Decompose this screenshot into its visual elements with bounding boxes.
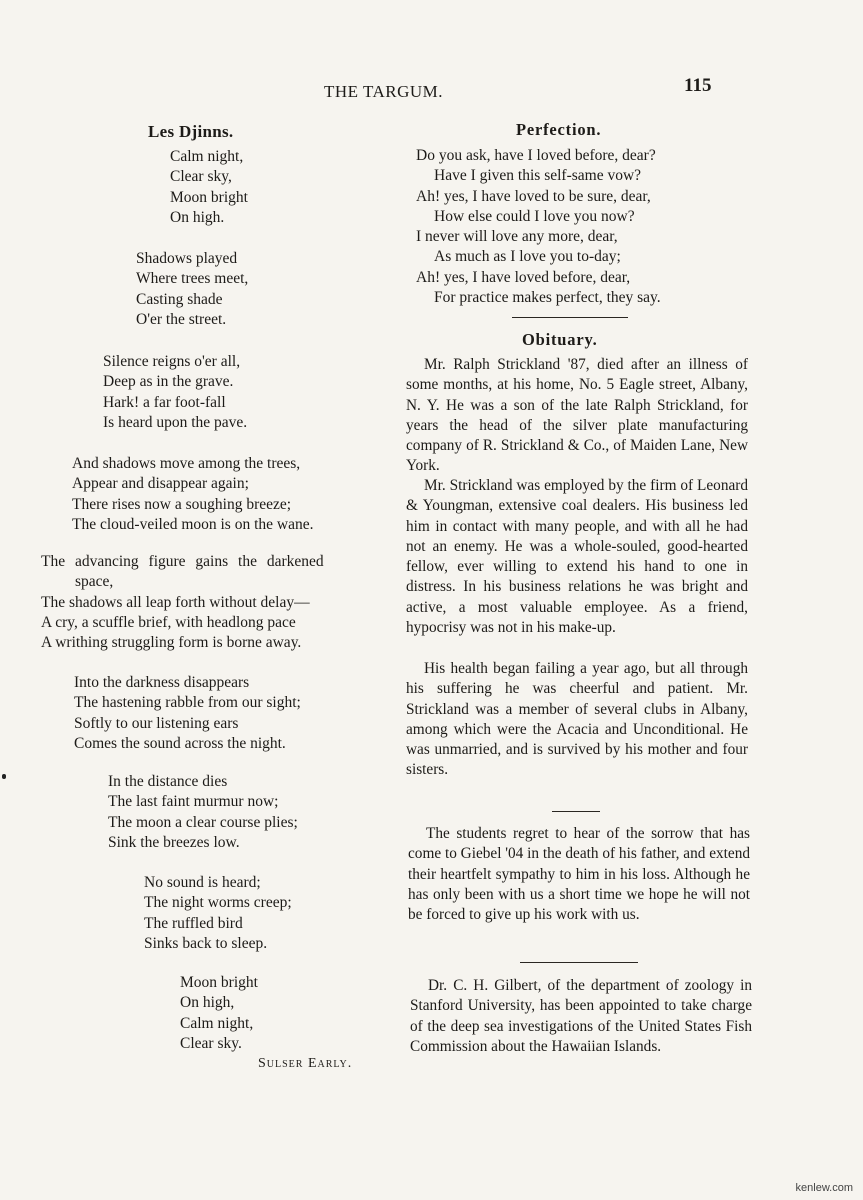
- poem-line: The moon a clear course plies;: [108, 813, 298, 831]
- poem-stanza: [180, 973, 258, 1054]
- poem-line: There rises now a soughing breeze;: [72, 495, 292, 513]
- poem-stanza: [72, 454, 313, 535]
- poem-line: In the distance dies: [108, 773, 228, 790]
- poem-line: I never will love any more, dear,: [416, 228, 618, 246]
- poem-line: The cloud-veiled moon is on the wane.: [72, 515, 314, 533]
- poem-line: A writhing struggling form is borne away.: [41, 634, 302, 652]
- poem-line: Silence reigns o'er all,: [103, 353, 241, 370]
- section-divider: [512, 317, 628, 318]
- poem-line: Where trees meet,: [136, 270, 249, 288]
- poem-line: Sink the breezes low.: [108, 833, 240, 851]
- poem-line: As much as I love you to-day;: [434, 248, 621, 266]
- poem-line: And shadows move among the trees,: [72, 455, 301, 472]
- section-divider: [520, 962, 638, 963]
- poem-line-word: The advancing figure gains the darkened: [41, 553, 324, 570]
- poem-line: For practice makes perfect, they say.: [434, 289, 661, 307]
- poem-title: Les Djinns.: [148, 122, 234, 141]
- poem-line: Softly to our listening ears: [74, 714, 239, 732]
- poem-line: On high.: [170, 208, 225, 226]
- poem-line: Have I given this self-same vow?: [434, 167, 642, 185]
- poem-stanza: [170, 147, 248, 228]
- poem-line: The night worms creep;: [144, 894, 292, 912]
- obituary-paragraph: His health began failing a year ago, but all through his suffering he was cheerful and patient. Mr. Strickland was a member of several clubs in Albany, among which were the Acacia and Unconditional. He was unmarried, and is survived by his mother and four sisters.: [406, 660, 748, 779]
- poem-line: Ah! yes, I have loved to be sure, dear,: [416, 187, 651, 205]
- poem-line: Calm night,: [170, 148, 244, 165]
- poem-line: space,: [75, 573, 114, 591]
- poem-line: No sound is heard;: [144, 874, 261, 891]
- poem-line: Moon bright: [180, 974, 258, 991]
- obituary-paragraph: Mr. Ralph Strickland '87, died after an illness of some months, at his home, No. 5 Eagle street, Albany, N. Y. He was a son of the late Ralph Strickland, for years the head of the silver plate manufacturing company of R. Strickland & Co., of Maiden Lane, New York.: [406, 356, 748, 475]
- poem-line: The hastening rabble from our sight;: [74, 694, 301, 712]
- perfection-poem: [416, 146, 661, 308]
- poem-line: Shadows played: [136, 250, 238, 267]
- poem-line: Calm night,: [180, 1014, 254, 1032]
- poem-line: Appear and disappear again;: [72, 475, 249, 493]
- section-title-obituary: Obituary.: [522, 330, 598, 349]
- poem-line: How else could I love you now?: [434, 207, 635, 225]
- page-number: 115: [684, 75, 712, 96]
- poem-line: The last faint murmur now;: [108, 793, 279, 811]
- footer-credit: kenlew.com: [795, 1182, 853, 1194]
- section-divider: [552, 811, 600, 812]
- poem-line: Moon bright: [170, 188, 248, 206]
- poem-stanza: [103, 352, 247, 433]
- poem-line: Is heard upon the pave.: [103, 413, 248, 431]
- poem-line: A cry, a scuffle brief, with headlong pace: [41, 613, 296, 631]
- notice-paragraph: The students regret to hear of the sorrow that has come to Giebel '04 in the death of his father, and extend their heartfelt sympathy to him in his loss. Although he has only been with us a short time we hope he will not be forced to give up his work with us.: [408, 825, 750, 924]
- poem-line: The ruffled bird: [144, 914, 243, 932]
- obituary-paragraph: Mr. Strickland was employed by the firm of Leonard & Youngman, extensive coal dealers. His business led him in contact with many people, and with all he had not an enemy. He was a whole-souled, good-hearted fellow, ever willing to extend his hand to one in distress. In his business relations he was bright and active, a most valuable employee. As a friend, hypocrisy was not in his make-up.: [406, 477, 748, 637]
- poem-line: Comes the sound across the night.: [74, 734, 286, 752]
- section-title-perfection: Perfection.: [516, 120, 602, 139]
- poem-line: Into the darkness disappears: [74, 674, 250, 691]
- poem-stanza: [136, 249, 248, 330]
- poem-stanza: [144, 873, 292, 954]
- poem-line: Do you ask, have I loved before, dear?: [416, 147, 656, 164]
- poem-line: Deep as in the grave.: [103, 373, 234, 391]
- poem-line: Sinks back to sleep.: [144, 934, 268, 952]
- ink-spot: [2, 774, 6, 779]
- poem-stanza: [41, 552, 385, 653]
- poem-stanza: [108, 772, 298, 853]
- poem-line: [41, 552, 385, 572]
- poem-author: Sulser Early.: [258, 1056, 353, 1071]
- poem-line: Casting shade: [136, 290, 223, 308]
- poem-line: O'er the street.: [136, 310, 227, 328]
- poem-line: Clear sky.: [180, 1034, 242, 1052]
- running-title: THE TARGUM.: [324, 82, 444, 101]
- poem-line: Hark! a far foot-fall: [103, 393, 226, 411]
- poem-line: On high,: [180, 994, 235, 1012]
- notice-paragraph: Dr. C. H. Gilbert, of the department of zoology in Stanford University, has been appointed to take charge of the deep sea investigations of the United States Fish Commission about the Hawaiian Islands.: [410, 977, 752, 1055]
- poem-stanza: [74, 673, 301, 754]
- poem-line: The shadows all leap forth without delay—: [41, 593, 310, 611]
- poem-line: Clear sky,: [170, 168, 232, 186]
- poem-line: Ah! yes, I have loved before, dear,: [416, 268, 631, 286]
